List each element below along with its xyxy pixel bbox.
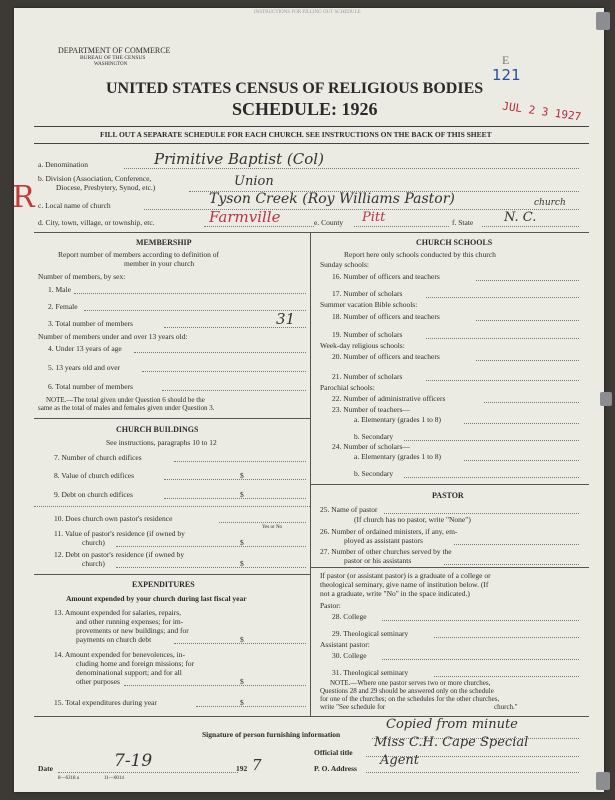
q8-dollar: $ [240,471,244,480]
schools-title: CHURCH SCHOOLS [416,238,493,247]
official-title-label: Official title [314,748,353,757]
q14-line-4: other purposes [76,677,120,686]
q28-label: 28. College [332,612,367,621]
q15-line [196,706,306,707]
margin-mark: E [502,53,510,67]
city-town-line [204,226,314,227]
form-subtitle: SCHEDULE: 1926 [232,99,378,119]
pastor-note-2: Questions 28 and 29 should be answered only on the schedule [320,687,494,695]
q10-label: 10. Does church own pastor's residence [54,514,173,523]
q13-line-2: and other running expenses; for im- [76,617,184,626]
q3-value: 31 [276,310,296,328]
q7-line [174,461,306,462]
membership-intro-2: member in your church [124,259,195,268]
q14-line-3: denominational support; and for all [76,668,182,677]
year-value: 7 [252,756,262,774]
q1-line [74,293,306,294]
expenditures-title: EXPENDITURES [132,580,195,589]
grad-para-2: theological seminary, give name of institution below. (If [320,580,489,589]
q6-line [162,390,306,391]
q19-label: 19. Number of scholars [332,330,403,339]
header-rule-top [34,126,589,127]
state-value: N. C. [504,210,537,225]
red-r-mark: R [12,180,35,215]
binder-clip-middle [600,392,612,406]
q11-dollar: $ [240,538,244,547]
q26-label-2: ployed as assistant pastors [344,536,423,545]
q27-line [444,564,579,565]
q12-label-1: 12. Debt on pastor's residence (if owned by [54,550,185,559]
denomination-value: Primitive Baptist (Col) [154,150,324,168]
census-schedule-page [14,8,604,792]
q29-line [434,637,579,638]
division-label-2: Diocese, Presbytery, Synod, etc.) [56,183,156,192]
buildings-rule [34,418,310,419]
received-date-stamp: JUL 2 3 1927 [501,99,583,124]
q24b-line [404,477,579,478]
denomination-label: a. Denomination [38,160,88,169]
q28-line [382,620,579,621]
date-label: Date [38,764,53,773]
column-divider [310,232,311,716]
form-title: UNITED STATES CENSUS OF RELIGIOUS BODIES [106,80,484,97]
q16-line [476,280,579,281]
membership-note-1: NOTE.—The total given under Question 6 should be the [46,396,205,404]
q9-line [164,498,306,499]
q20-line [476,360,579,361]
q23a-line [464,423,579,424]
q31-label: 31. Theological seminary [332,668,409,677]
weekday-label: Week-day religious schools: [320,341,405,350]
pastor-sub-label: Pastor: [320,601,341,610]
binder-clip-top [596,12,610,30]
q27-label-2: pastor or his assistants [344,556,412,565]
q9-label: 9. Debt on church edifices [54,490,133,499]
grad-para-3: not a graduate, write "No" in the space indicated.) [320,589,470,598]
pastor-note-5: church." [494,703,518,711]
q13-line-3: provements or new buildings; and for [76,626,189,635]
q26-line [454,544,579,545]
q10-line [219,522,306,523]
q31-line [434,676,579,677]
assistant-label: Assistant pastor: [320,640,370,649]
q2-line [84,310,306,311]
q15-dollar: $ [240,698,244,707]
q21-line [426,380,579,381]
instruction-line: FILL OUT A SEPARATE SCHEDULE FOR EACH CHURCH. SEE INSTRUCTIONS ON THE BACK OF THIS SHEET [100,130,492,139]
denomination-line [124,168,579,169]
q13-dollar: $ [240,635,244,644]
q1-label: 1. Male [48,285,71,294]
signature-label: Signature of person furnishing information [202,730,341,739]
q9-dollar: $ [240,490,244,499]
city-label: WASHINGTON [94,62,128,67]
q2-label: 2. Female [48,302,78,311]
q17-label: 17. Number of scholars [332,289,403,298]
q11-line [116,546,306,547]
pastor-note-1: NOTE.—Where one pastor serves two or more churches, [330,679,491,687]
q25-hint: (If church has no pastor, write "None") [354,515,471,524]
q26-label-1: 26. Number of ordained ministers, if any, em- [320,527,458,536]
county-label: e. County [314,218,344,227]
grad-para-1: If pastor (or assistant pastor) is a graduate of a college or [320,571,491,580]
buildings-break [34,506,310,507]
pastor-rule [310,484,589,485]
division-label-1: b. Division (Association, Conference, [38,174,152,183]
church-name-value: Tyson Creek (Roy Williams Pastor) [209,191,455,207]
q24a-label: a. Elementary (grades 1 to 8) [354,452,442,461]
q11-label-1: 11. Value of pastor's residence (if owned by [54,529,185,538]
stamp-number: 121 [492,66,521,84]
q18-line [476,320,579,321]
sunday-label: Sunday schools: [320,260,369,269]
q23b-line [404,440,579,441]
form-number-2: 11—6014 [104,776,124,781]
q8-label: 8. Value of church edifices [54,471,135,480]
buildings-sub: See instructions, paragraphs 10 to 12 [106,438,217,447]
department-label: DEPARTMENT OF COMMERCE [58,46,171,55]
buildings-title: CHURCH BUILDINGS [116,425,199,434]
q21-label: 21. Number of scholars [332,372,403,381]
membership-intro-1: Report number of members according to definition of [58,250,219,259]
membership-note-2: same as the total of males and females given under Question 3. [38,404,215,412]
year-prefix: 192 [236,764,248,773]
q12-label-2: church) [82,559,105,568]
q5-label: 5. 13 years old and over [48,363,121,372]
q13-line-4: payments on church debt [76,635,152,644]
expenditures-rule [34,574,310,575]
q23b-label: b. Secondary [354,432,394,441]
q7-label: 7. Number of church edifices [54,453,142,462]
summer-label: Summer vacation Bible schools: [320,300,418,309]
pastor-rule-2 [310,567,589,568]
county-line [354,226,449,227]
state-line [482,226,579,227]
q18-label: 18. Number of officers and teachers [332,312,440,321]
q22-label: 22. Number of administrative officers [332,394,446,403]
binder-clip-bottom [596,772,610,790]
q24b-label: b. Secondary [354,469,394,478]
form-number: 8—6318 a [58,776,79,781]
yes-no-hint: Yes or No [262,525,283,530]
bureau-label: BUREAU OF THE CENSUS [80,55,146,61]
bleed-through-text: INSTRUCTIONS FOR FILLING OUT SCHEDULE [254,10,361,15]
po-address-label: P. O. Address [314,764,357,773]
q14-dollar: $ [240,677,244,686]
date-value: 7-19 [114,751,153,771]
section-rule [34,232,589,233]
q24a-line [464,460,579,461]
q13-line-1: 13. Amount expended for salaries, repairs, [54,608,182,617]
q25-label: 25. Name of pastor [320,505,378,514]
county-value: Pitt [362,210,386,225]
q4-label: 4. Under 13 years of age [48,344,122,353]
q14-line [124,685,306,686]
q6-label: 6. Total number of members [48,382,133,391]
by-sex-label: Number of members, by sex: [38,272,126,281]
official-title-value: Miss C.H. Cape Special [374,735,529,750]
q30-line [382,659,579,660]
header-rule-bottom [34,143,589,144]
membership-title: MEMBERSHIP [136,238,192,247]
city-town-label: d. City, town, village, or township, etc. [38,218,155,227]
q12-dollar: $ [240,559,244,568]
expenditures-sub: Amount expended by your church during last fiscal year [66,594,247,603]
church-name-label: c. Local name of church [38,201,111,210]
q15-label: 15. Total expenditures during year [54,698,157,707]
q29-label: 29. Theological seminary [332,629,409,638]
pastor-note-3: for one of the churches; on the schedules for the other churches, [320,695,500,703]
schools-sub: Report here only schools conducted by this church [344,250,496,259]
q14-line-1: 14. Amount expended for benevolences, in- [54,650,186,659]
q14-line-2: cluding home and foreign missions; for [76,659,195,668]
q23a-label: a. Elementary (grades 1 to 8) [354,415,442,424]
q30-label: 30. College [332,651,367,660]
q5-line [142,371,306,372]
q3-label: 3. Total number of members [48,319,133,328]
q27-label-1: 27. Number of other churches served by the [320,547,452,556]
q11-label-2: church) [82,538,105,547]
date-line [58,772,238,773]
q8-line [164,479,306,480]
pastor-title: PASTOR [432,491,464,500]
q23-label: 23. Number of teachers— [332,405,410,414]
q17-line [426,297,579,298]
q24-label: 24. Number of scholars— [332,442,410,451]
q12-line [116,567,306,568]
division-value: Union [234,174,274,189]
church-name-extra: church [534,198,566,208]
po-address-value: Agent [380,753,419,768]
city-town-value: Farmville [209,208,281,226]
po-address-line [366,772,579,773]
q25-line [384,513,579,514]
state-label: f. State [452,218,474,227]
q19-line [426,338,579,339]
q4-line [134,352,306,353]
q20-label: 20. Number of officers and teachers [332,352,440,361]
signature-value: Copied from minute [386,717,518,732]
parochial-label: Parochial schools: [320,383,375,392]
q13-line [174,643,306,644]
age-intro-label: Number of members under and over 13 years old: [38,332,188,341]
q16-label: 16. Number of officers and teachers [332,272,440,281]
pastor-note-4: write "See schedule for [320,703,386,711]
q22-line [484,402,579,403]
